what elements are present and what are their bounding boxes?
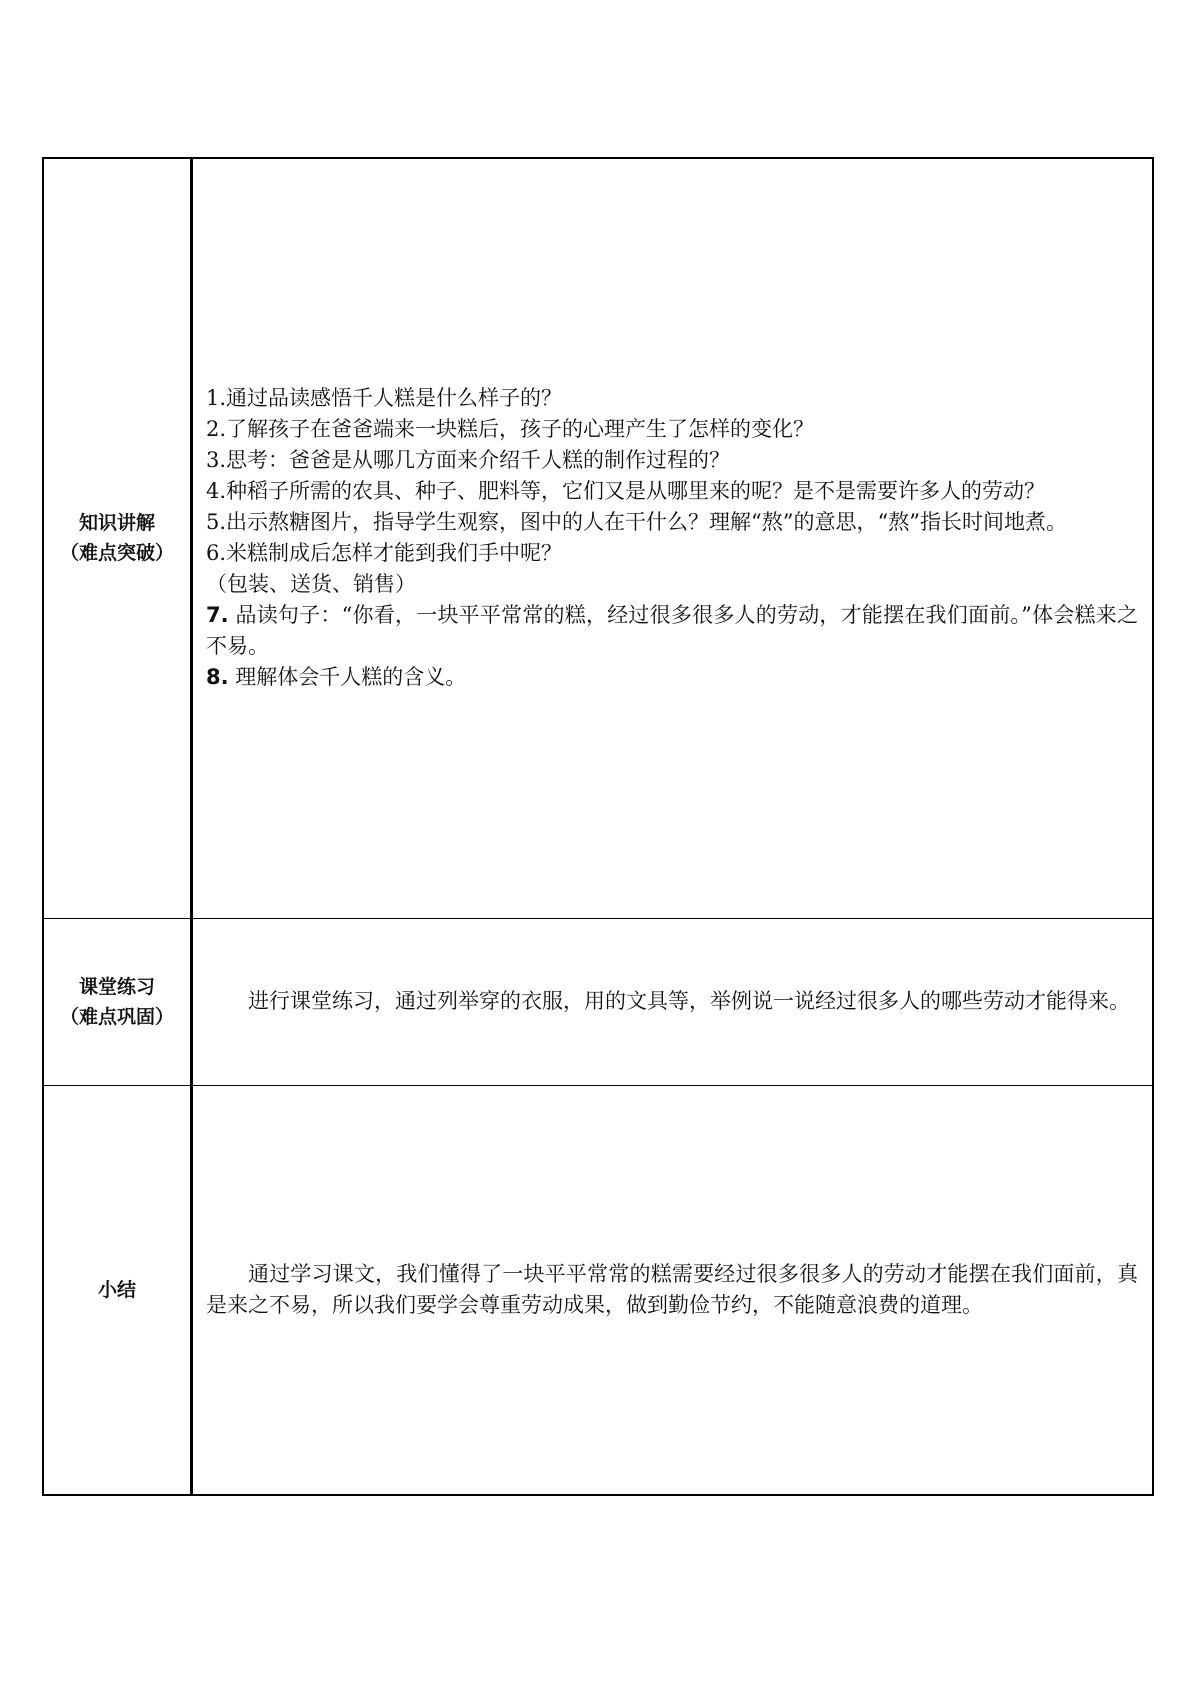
list-item (206, 600, 1138, 662)
row-label-practice (43, 918, 192, 1085)
label-title: 小结 (97, 1278, 136, 1301)
list-item: （包装、送货、销售） (206, 572, 416, 597)
practice-content (192, 918, 1154, 1085)
label-subtitle: （难点突破） (59, 542, 174, 565)
summary-paragraph: 通过学习课文，我们懂得了一块平平常常的糕需要经过很多很多人的劳动才能摆在我们面前，真是来之不易，所以我们要学会尊重劳动成果，做到勤俭节约，不能随意浪费的道理。 (206, 1261, 1138, 1317)
row-label-summary (43, 1085, 192, 1495)
item-text: 理解体会千人糕的含义。 (228, 665, 467, 690)
list-item (206, 662, 1138, 693)
label-title: 课堂练习 (78, 975, 155, 998)
lesson-plan-table (42, 157, 1154, 1496)
label-subtitle: （难点巩固） (59, 1005, 174, 1028)
item-number: 8. (206, 665, 229, 690)
knowledge-content (192, 158, 1154, 918)
list-item: 5.出示熬糖图片，指导学生观察，图中的人在干什么？理解“熬”的意思，“熬”指长时间地煮。 (206, 510, 1067, 535)
item-text: 品读句子：“你看，一块平平常常的糕，经过很多很多人的劳动，才能摆在我们面前。”体会糕来之不易。 (206, 603, 1138, 659)
list-item: 6.米糕制成后怎样才能到我们手中呢？ (206, 541, 563, 566)
list-item: 3.思考：爸爸是从哪几方面来介绍千人糕的制作过程的？ (206, 448, 731, 473)
table-row (43, 158, 1153, 918)
list-item: 2.了解孩子在爸爸端来一块糕后，孩子的心理产生了怎样的变化？ (206, 417, 815, 442)
item-number: 7. (206, 603, 229, 628)
list-item: 1.通过品读感悟千人糕是什么样子的？ (206, 386, 563, 411)
label-title: 知识讲解 (78, 512, 155, 535)
summary-content (192, 1085, 1154, 1495)
table-row (43, 918, 1153, 1085)
table-row (43, 1085, 1153, 1495)
row-label-knowledge (43, 158, 192, 918)
practice-paragraph: 进行课堂练习，通过列举穿的衣服，用的文具等，举例说一说经过很多人的哪些劳动才能得来。 (248, 989, 1130, 1013)
list-item: 4.种稻子所需的农具、种子、肥料等，它们又是从哪里来的呢？是不是需要许多人的劳动？ (206, 479, 1046, 504)
